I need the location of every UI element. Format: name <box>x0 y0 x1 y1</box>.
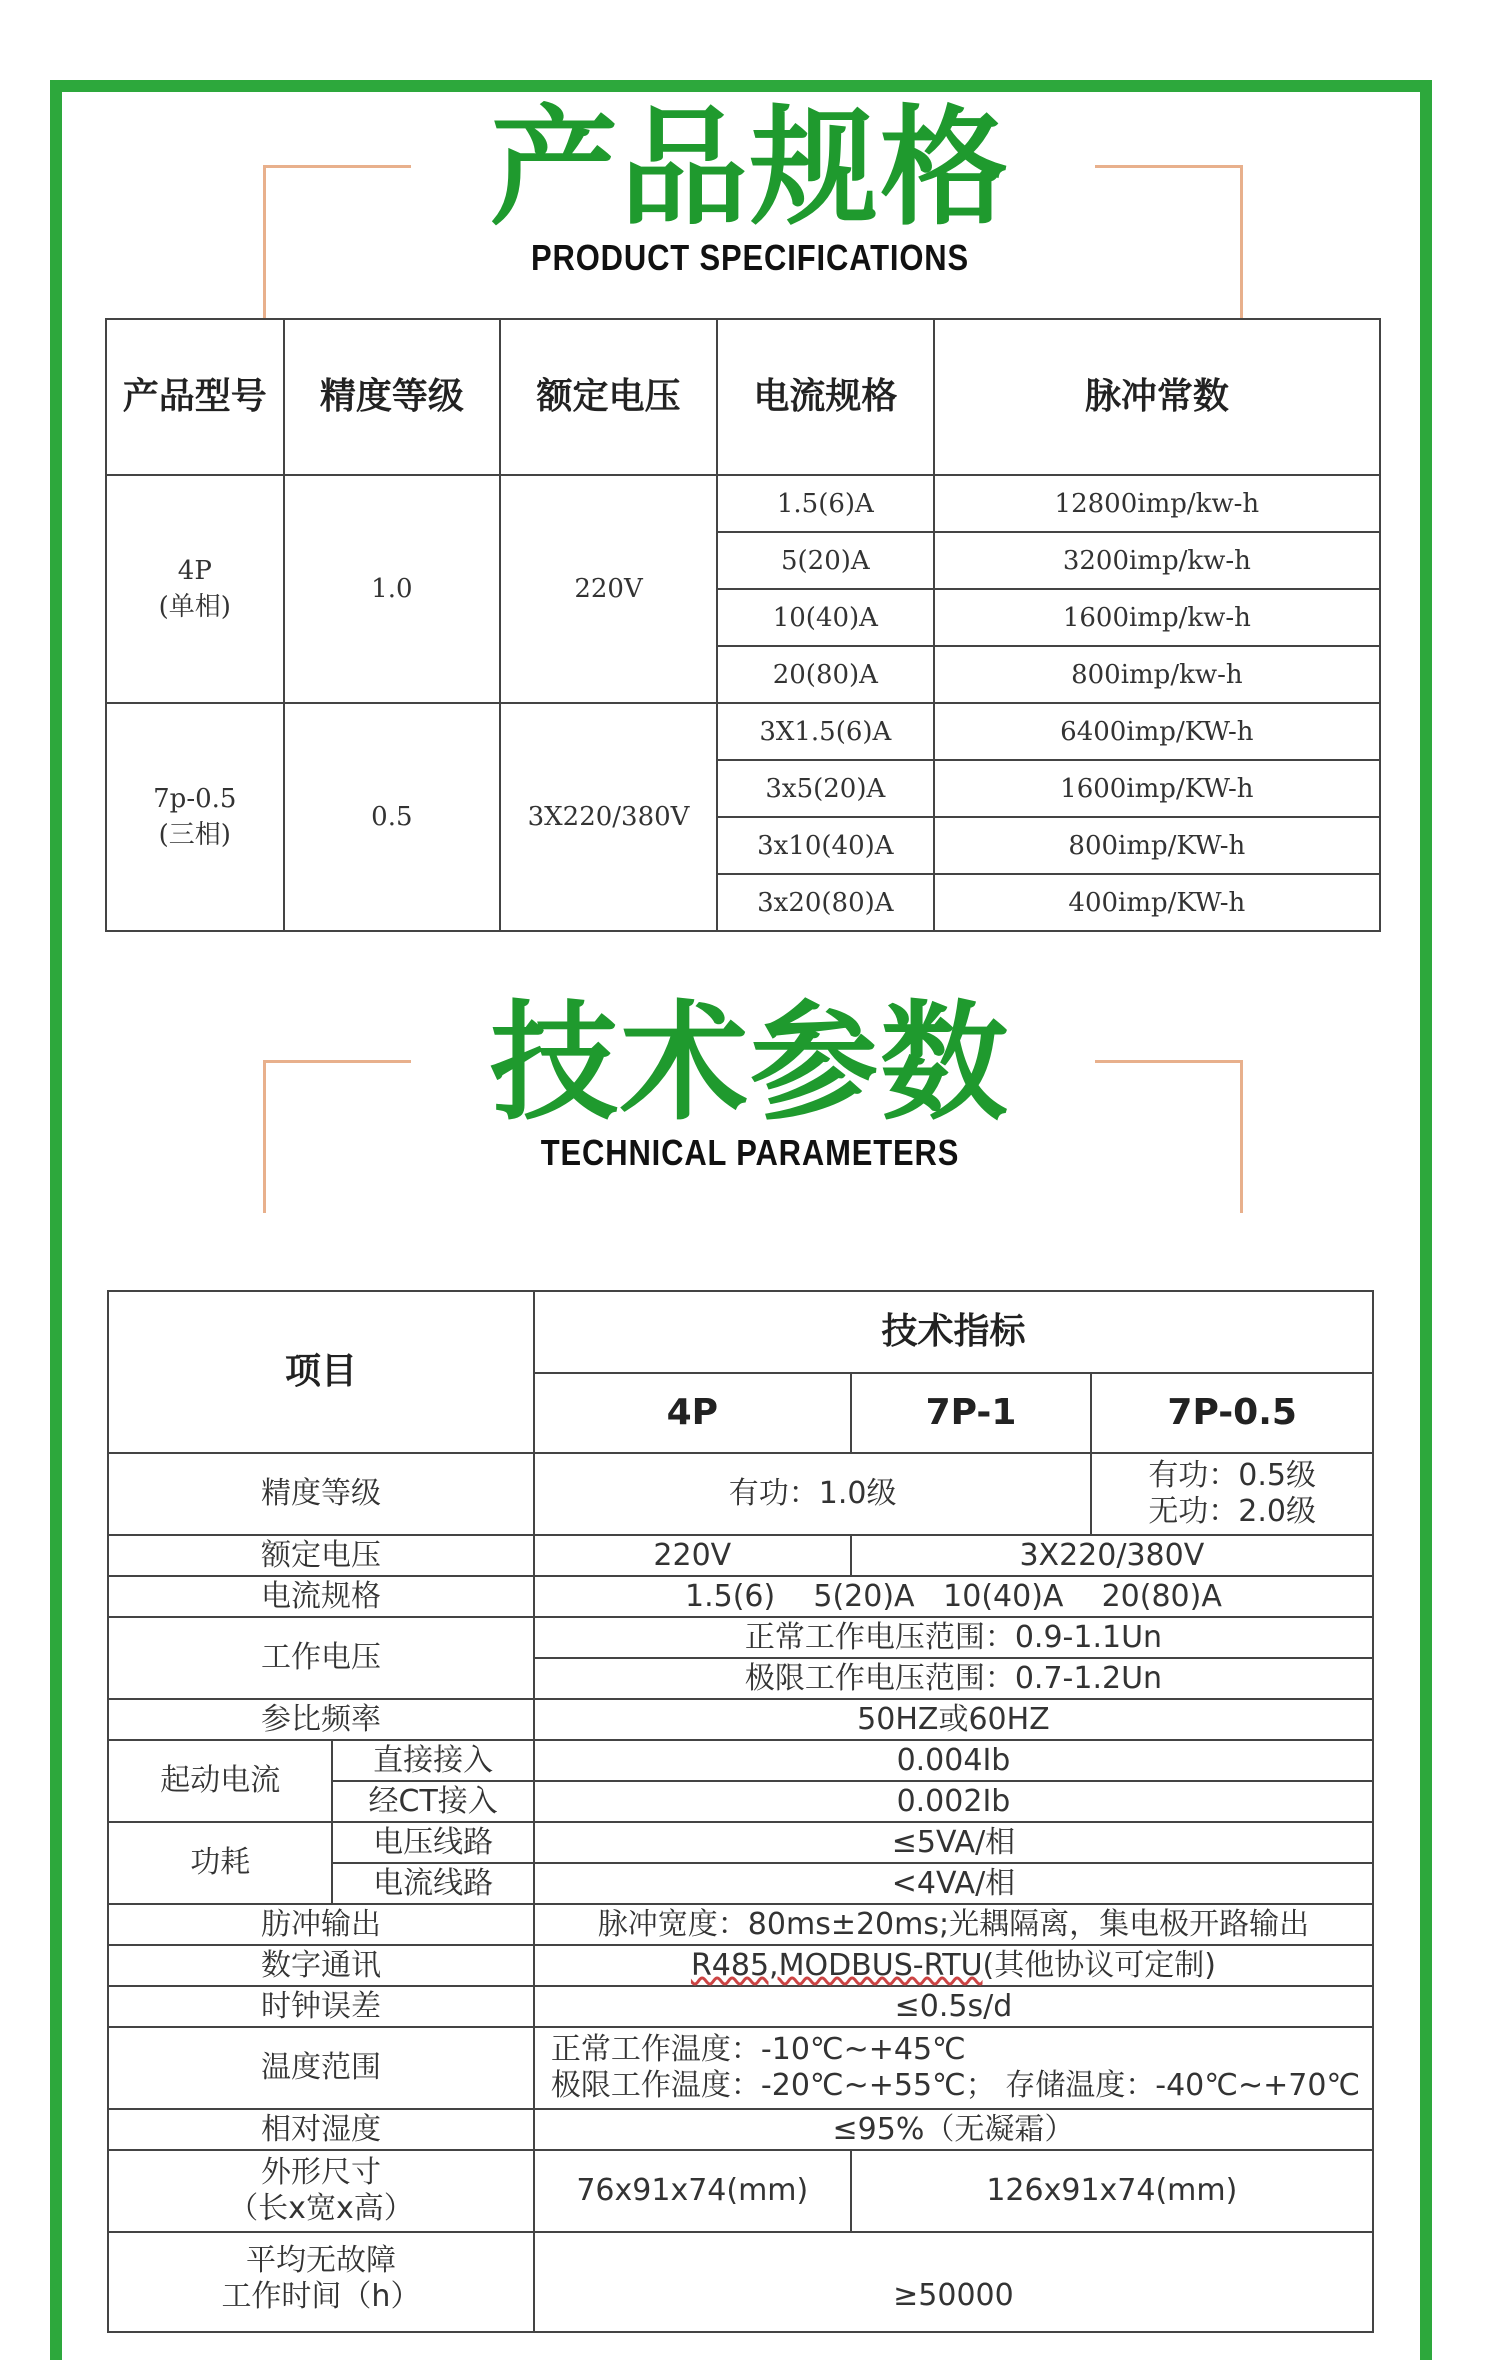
start-label: 起动电流 <box>108 1740 332 1822</box>
voltage-cell: 3X220/380V <box>500 703 717 931</box>
pulse-cell: 1600imp/KW-h <box>934 760 1380 817</box>
pulse-cell: 800imp/kw-h <box>934 646 1380 703</box>
accuracy-cell: 0.5 <box>284 703 501 931</box>
voltage-label: 额定电压 <box>108 1535 534 1576</box>
current-cell: 3x5(20)A <box>717 760 934 817</box>
table-row <box>106 475 1380 532</box>
section-heading-technical <box>0 989 1500 1174</box>
current-cell: 3x10(40)A <box>717 817 934 874</box>
header-pulse: 脉冲常数 <box>934 319 1380 475</box>
size-label <box>108 2150 534 2232</box>
temp-limit: 极限工作温度：-20℃~+55℃； 存储温度：-40℃~+70℃ <box>550 2068 1361 2103</box>
comm-protocol: R485,MODBUS-RTU <box>690 1947 983 1983</box>
start-ct-value: 0.002Ib <box>534 1781 1373 1822</box>
power-label: 功耗 <box>108 1822 332 1904</box>
voltage-7p: 3X220/380V <box>851 1535 1373 1576</box>
section-title-cn: 技术参数 <box>489 989 1010 1138</box>
pulse-cell: 6400imp/KW-h <box>934 703 1380 760</box>
technical-param-table <box>107 1290 1374 2333</box>
pulse-value: 脉冲宽度：80ms±20ms;光耦隔离，集电极开路输出 <box>534 1904 1373 1945</box>
accuracy-active: 有功：0.5级 <box>1148 1458 1317 1493</box>
size-4p: 76x91x74(mm) <box>534 2150 851 2232</box>
accuracy-main: 有功：1.0级 <box>534 1453 1091 1535</box>
accuracy-label: 精度等级 <box>108 1453 534 1535</box>
temp-label: 温度范围 <box>108 2027 534 2109</box>
humidity-value: ≤95%（无凝霜） <box>534 2109 1373 2150</box>
power-voltage-label: 电压线路 <box>332 1822 534 1863</box>
size-label-line1: 外形尺寸 <box>260 2155 381 2190</box>
clock-label: 时钟误差 <box>108 1986 534 2027</box>
working-label: 工作电压 <box>108 1617 534 1699</box>
pulse-cell: 800imp/KW-h <box>934 817 1380 874</box>
item-header: 项目 <box>108 1291 534 1453</box>
current-cell: 10(40)A <box>717 589 934 646</box>
model-7p05-header: 7P-0.5 <box>1091 1373 1373 1453</box>
mtbf-label-line2: 工作时间（h） <box>221 2279 421 2314</box>
working-normal: 正常工作电压范围：0.9-1.1Un <box>534 1617 1373 1658</box>
size-7p: 126x91x74(mm) <box>851 2150 1373 2232</box>
clock-value: ≤0.5s/d <box>534 1986 1373 2027</box>
model-cell <box>106 475 284 703</box>
model-4p-header: 4P <box>534 1373 851 1453</box>
voltage-4p: 220V <box>534 1535 851 1576</box>
power-current-value: <4VA/相 <box>534 1863 1373 1904</box>
header-accuracy: 精度等级 <box>284 319 501 475</box>
temp-normal: 正常工作温度：-10℃~+45℃ <box>550 2032 966 2067</box>
current-value: 1.5(6) 5(20)A 10(40)A 20(80)A <box>534 1576 1373 1617</box>
mtbf-label <box>108 2232 534 2332</box>
accuracy-reactive: 无功：2.0级 <box>1148 1494 1317 1529</box>
working-limit: 极限工作电压范围：0.7-1.2Un <box>534 1658 1373 1699</box>
size-label-line2: （长x宽x高） <box>228 2191 414 2226</box>
model-7p1-header: 7P-1 <box>851 1373 1092 1453</box>
current-cell: 1.5(6)A <box>717 475 934 532</box>
model-note: (单相) <box>158 591 231 622</box>
model-cell <box>106 703 284 931</box>
current-cell: 5(20)A <box>717 532 934 589</box>
comm-value <box>534 1945 1373 1986</box>
section-title-cn: 产品规格 <box>489 94 1010 243</box>
spec-header: 技术指标 <box>534 1291 1373 1373</box>
accuracy-7p05 <box>1091 1453 1373 1535</box>
product-spec-table <box>105 318 1381 932</box>
current-cell: 3x20(80)A <box>717 874 934 931</box>
start-direct-value: 0.004Ib <box>534 1740 1373 1781</box>
header-current: 电流规格 <box>717 319 934 475</box>
humidity-label: 相对湿度 <box>108 2109 534 2150</box>
section-title-en: PRODUCT SPECIFICATIONS <box>530 237 970 278</box>
freq-value: 50HZ或60HZ <box>534 1699 1373 1740</box>
pulse-cell: 12800imp/kw-h <box>934 475 1380 532</box>
comm-note: (其他协议可定制) <box>982 1947 1216 1983</box>
table-row <box>106 703 1380 760</box>
comm-label: 数字通讯 <box>108 1945 534 1986</box>
accuracy-cell: 1.0 <box>284 475 501 703</box>
model-name: 4P <box>177 555 212 586</box>
pulse-cell: 400imp/KW-h <box>934 874 1380 931</box>
section-title-en: TECHNICAL PARAMETERS <box>540 1132 960 1173</box>
mtbf-label-line1: 平均无故障 <box>245 2243 396 2278</box>
voltage-cell: 220V <box>500 475 717 703</box>
header-voltage: 额定电压 <box>500 319 717 475</box>
current-cell: 20(80)A <box>717 646 934 703</box>
temp-value <box>534 2027 1373 2109</box>
power-current-label: 电流线路 <box>332 1863 534 1904</box>
power-voltage-value: ≤5VA/相 <box>534 1822 1373 1863</box>
current-label: 电流规格 <box>108 1576 534 1617</box>
current-cell: 3X1.5(6)A <box>717 703 934 760</box>
mtbf-value: ≥50000 <box>534 2232 1373 2332</box>
start-direct-label: 直接接入 <box>332 1740 534 1781</box>
model-name: 7p-0.5 <box>153 783 237 814</box>
freq-label: 参比频率 <box>108 1699 534 1740</box>
header-model: 产品型号 <box>106 319 284 475</box>
pulse-cell: 3200imp/kw-h <box>934 532 1380 589</box>
start-ct-label: 经CT接入 <box>332 1781 534 1822</box>
pulse-label: 肪冲输出 <box>108 1904 534 1945</box>
model-note: (三相) <box>158 819 231 850</box>
section-heading-product <box>0 94 1500 279</box>
pulse-cell: 1600imp/kw-h <box>934 589 1380 646</box>
